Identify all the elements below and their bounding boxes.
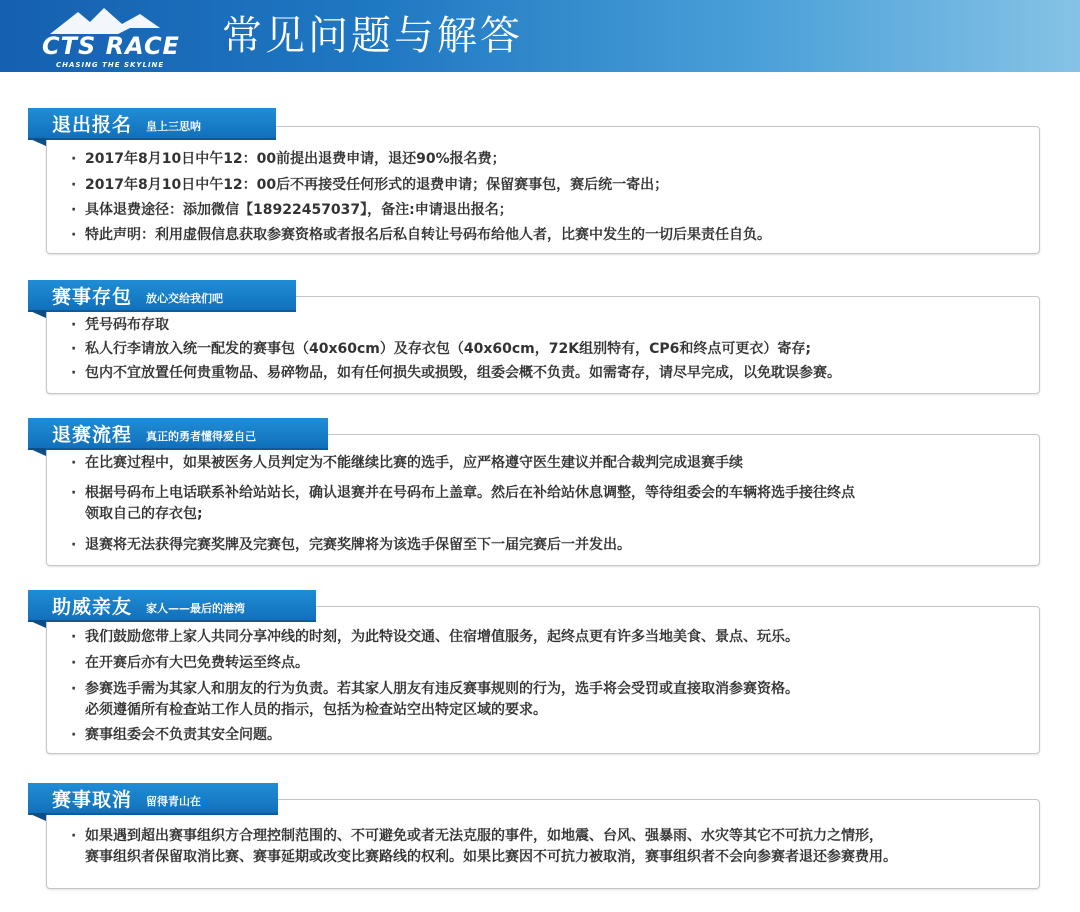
tab-fold [28, 813, 46, 821]
page-title: 常见问题与解答 [222, 13, 523, 59]
section-box [46, 126, 1040, 254]
cts-race-logo [30, 4, 210, 70]
list-item: · 包内不宜放置任何贵重物品、易碎物品，如有任何损失或损毁，组委会概不负责。如需寄存，请尽早完成，以免耽误参赛。 [71, 365, 841, 381]
section-title: 助威亲友 [52, 595, 133, 618]
list-item: · 具体退费途径：添加微信【18922457037】，备注:申请退出报名； [71, 202, 513, 218]
section-subtitle: 家人——最后的港湾 [146, 602, 246, 615]
section-box [46, 606, 1040, 754]
list-item: · 凭号码布存取 [71, 317, 169, 333]
section-subtitle: 皇上三思呐 [146, 120, 202, 133]
logo-text: CTS RACE [42, 32, 180, 60]
list-item: · 特此声明：利用虚假信息获取参赛资格或者报名后私自转让号码布给他人者，比赛中发生的一切后果责任自负。 [71, 227, 771, 243]
list-item: · 在开赛后亦有大巴免费转运至终点。 [71, 655, 309, 671]
list-item: · 在比赛过程中，如果被医务人员判定为不能继续比赛的选手，应严格遵守医生建议并配合裁判完成退赛手续 [71, 455, 743, 471]
list-item: · 参赛选手需为其家人和朋友的行为负责。若其家人朋友有违反赛事规则的行为，选手将会受罚或直接取消参赛资格。 必须遵循所有检查站工作人员的指示，包括为检查站空出特定区域的要求。 [71, 681, 799, 718]
list-item: · 2017年8月10日中午12：00前提出退费申请，退还90%报名费； [71, 151, 506, 167]
list-item: · 我们鼓励您带上家人共同分享冲线的时刻，为此特设交通、住宿增值服务，起终点更有许多当地美食、景点、玩乐。 [71, 629, 799, 645]
tab-fold [28, 448, 46, 456]
list-item: · 赛事组委会不负责其安全问题。 [71, 727, 281, 743]
section-title: 退出报名 [52, 113, 133, 136]
list-item: · 如果遇到超出赛事组织方合理控制范围的、不可避免或者无法克服的事件，如地震、台风、强暴雨、水灾等其它不可抗力之情形， 赛事组织者保留取消比赛、赛事延期或改变比赛路线的权利。如果比赛因不可抗力被取消，赛事组织者不会向参赛者退还参赛费用。 [71, 828, 897, 865]
list-item: · 根据号码布上电话联系补给站站长，确认退赛并在号码布上盖章。然后在补给站休息调整，等待组委会的车辆将选手接往终点 领取自己的存衣包; [71, 485, 855, 522]
section-subtitle: 留得青山在 [146, 795, 202, 808]
section-title: 退赛流程 [52, 423, 133, 446]
section-subtitle: 放心交给我们吧 [146, 292, 224, 305]
logo-tagline: CHASING THE SKYLINE [56, 61, 165, 69]
section-box [46, 434, 1040, 566]
tab-fold [28, 138, 46, 146]
section-subtitle: 真正的勇者懂得爱自己 [146, 430, 257, 443]
list-item: · 2017年8月10日中午12：00后不再接受任何形式的退费申请；保留赛事包，赛后统一寄出； [71, 177, 669, 193]
list-item: · 私人行李请放入统一配发的赛事包（40x60cm）及存衣包（40x60cm，72K组别特有，CP6和终点可更衣）寄存; [71, 341, 811, 357]
tab-fold [28, 620, 46, 628]
section-title: 赛事存包 [52, 285, 133, 308]
tab-fold [28, 310, 46, 318]
mountain-icon [50, 8, 160, 34]
section-title: 赛事取消 [52, 788, 133, 811]
list-item: · 退赛将无法获得完赛奖牌及完赛包，完赛奖牌将为该选手保留至下一届完赛后一并发出。 [71, 537, 631, 553]
header-banner [0, 0, 1080, 72]
